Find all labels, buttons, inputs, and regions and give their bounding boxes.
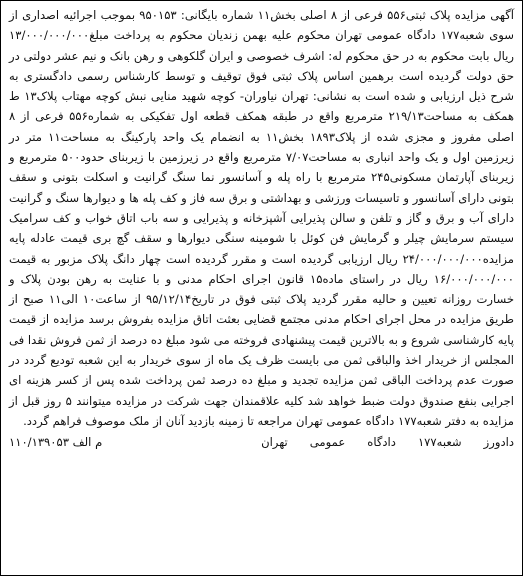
signature-word: دادگاه [367,435,396,450]
signature-word: عمومی [309,435,346,450]
signature-word: تهران [261,435,288,450]
signature-word: دادورز [483,435,514,450]
reference-number: ۱۱۰/۱۳۹۰۵۳ م الف [9,435,103,450]
notice-footer [9,433,514,451]
notice-body-text: آگهی مزایده پلاک ثبتی۵۵۶ فرعی از ۸ اصلی بخش۱۱ شماره بایگانی: ۹۵۰۱۵۳ بموجب اجرائیه اصداری از سوی شعبه۱۷۷ دادگاه عمومی تهران محکوم علیه بهمن زندیان محکوم به پرداخت مبلغ۱۳/۰۰۰/۰۰۰/۰۰۰ ریال بابت محکوم به در حق محکوم له: اشرف خصوصی و ایران گلکوهی و رهن بانک و نیم عشر دولتی در حق دولت گردیده است برهمین اساس پلاک ثبتی فوق توقیف و توسط کارشناس رسمی دادگستری به شرح ذیل ارزیابی و شده است به نشانی: تهران نیاوران- کوچه شهید منایی نبش کوچه مهتاب پلاک۱۳ ط همکف به مساحت۲۱۹/۱۳ مترمربع واقع در طبقه همکف قطعه اول تفکیکی به شماره۵۵۶ فرعی از ۸ اصلی مفروز و مجزی شده از پلاک۱۸۹۳ بخش۱۱ به انضمام یک واحد پارکینگ به مساحت۱۱ متر در زیرزمین اول و یک واحد انباری به مساحت۷/۰۷ مترمربع واقع در زیرزمین با زیربنای حدود۵۰۰ مترمربع و زیربنای آپارتمان مسکونی۲۴۵ مترمربع با راه پله و آسانسور نما سنگ گرانیت و اسکلت بتونی و سقف بتونی دارای آسانسور و تاسیسات ورزشی و بهداشتی و برق سه فاز و کف پله ها و دیوارها سنگ و گرانیت دارای آب و برق و گاز و تلفن و سالن پذیرایی آشپزخانه و پذیرایی و سه باب اتاق خواب و کف سرامیک سیستم سرمایش چیلر و گرمایش فن کوئل با شومینه سنگی دیوارها و سقف گچ بری قیمت عادله پایه مزایده۲۴/۰۰۰/۰۰۰/۰۰۰ ریال ارزیابی گردیده است و مقرر گردیده است چهار دانگ پلاک مزبور به قیمت ۱۶/۰۰۰/۰۰۰/۰۰۰ ریال در راستای ماده۱۵ قانون اجرای احکام مدنی و با عنایت به رهن بودن پلاک و خسارت روزانه تعیین و حالیه مقرر گردید پلاک ثبتی فوق در تاریخ۹۵/۱۲/۱۴ از ساعت۱۰ الی۱۱ صبح از طریق مزایده در محل اجرای احکام مدنی مجتمع قضایی بعثت اتاق مزایده بفروش برسد مزایده از قیمت پایه کارشناسی شروع و به بالاترین قیمت پیشنهادی فروخته می شود مبلغ ده درصد از ثمن فروش نقدا فی المجلس از خریدار اخذ والباقی ثمن می بایست ظرف یک ماه از سوی خریدار به این شعبه تودیع گردد در صورت عدم پرداخت الباقی ثمن مزایده تجدید و مبلغ ده درصد ثمن پرداخت شده پس از کسر هزینه ای اجرایی بنفع صندوق دولت ضبط خواهد شد کلیه علاقمندان جهت شرکت در مزایده میتوانند ۵ روز قبل از مزایده به دفتر شعبه۱۷۷ دادگاه عمومی تهران مراجعه تا زمینه بازدید آنان از ملک موصوف فراهم گردد. [9,8,515,428]
signature-word: شعبه۱۷۷ [417,435,462,450]
signature-line [261,433,514,451]
